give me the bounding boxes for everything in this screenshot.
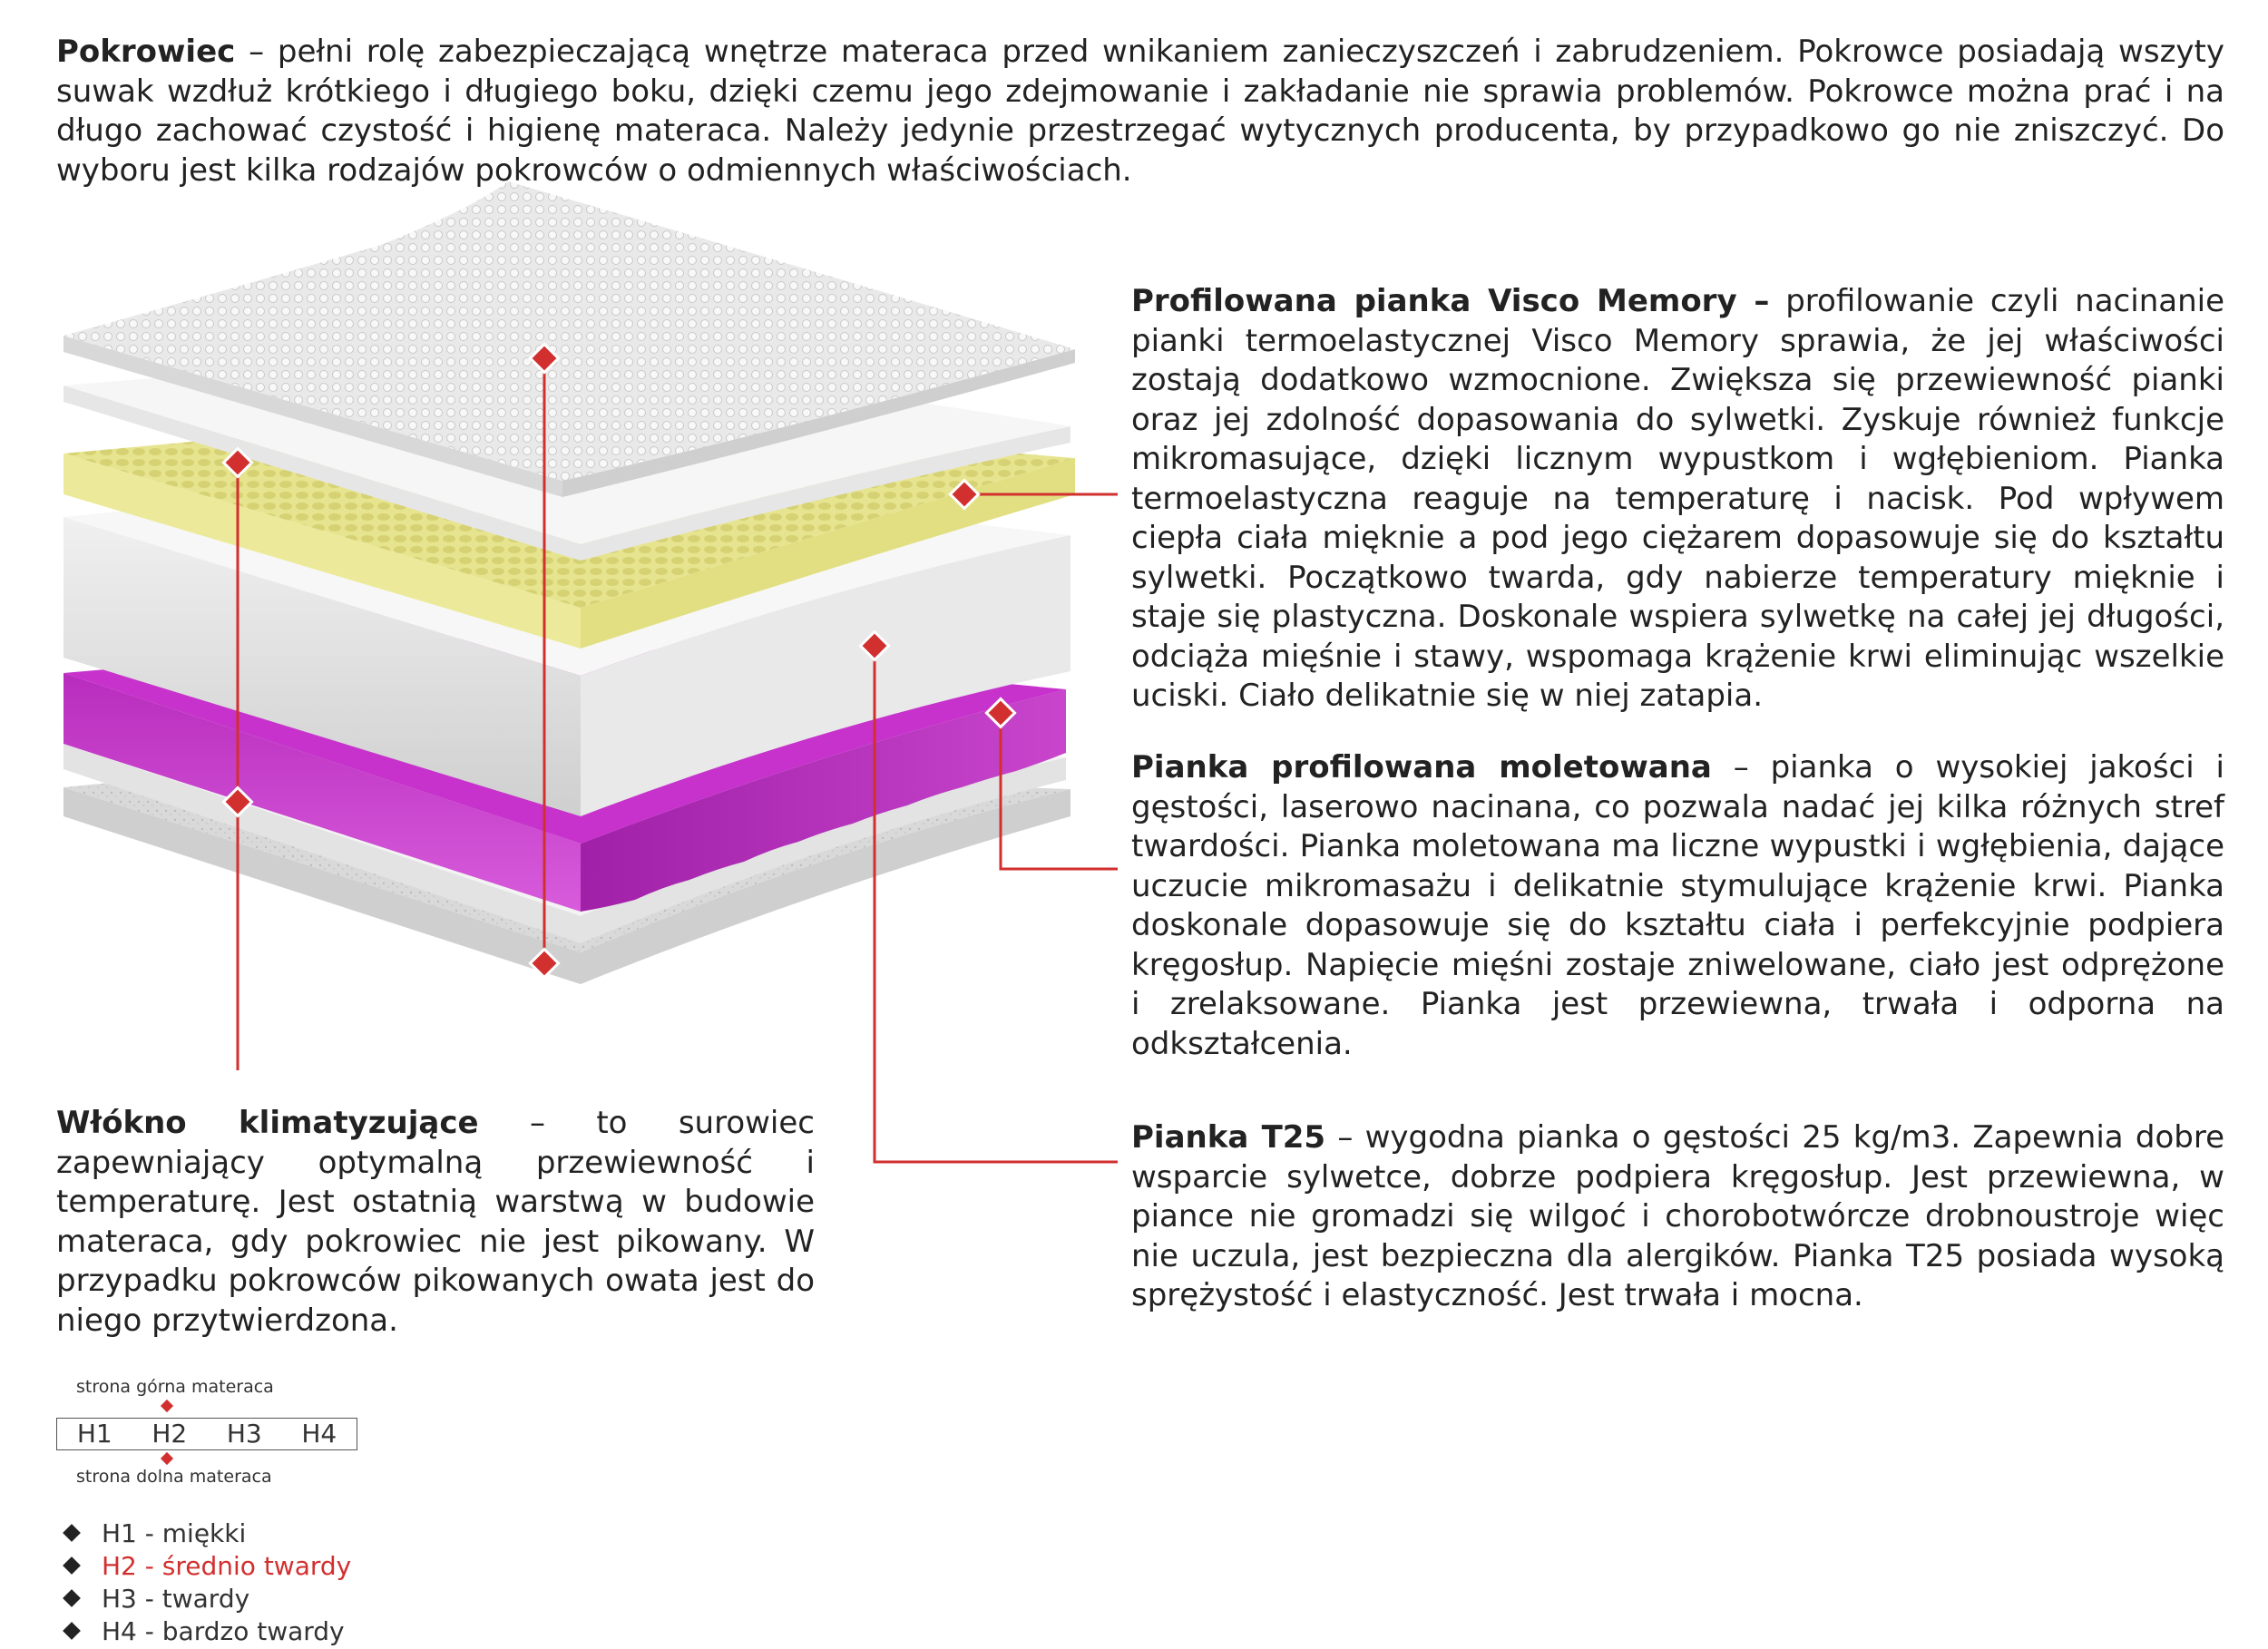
diamond-icon (63, 1589, 81, 1607)
legend-label: H2 - średnio twardy (102, 1550, 352, 1581)
bottom-hardness-marker (161, 1452, 173, 1465)
legend-label: H1 - miękki (102, 1517, 247, 1548)
hardness-level-h1: H1 (76, 1419, 112, 1449)
visco-title: Profilowana pianka Visco Memory – (1131, 283, 1770, 319)
t25-text: – wygodna pianka o gęstości 25 kg/m3. Zapewnia dobre wsparcie sylwetce, dobrze podpiera kręgosłup. Jest przewiewna, w piance nie gromadzi się wilgoć i chorobotwórcze drobnoustroje więc nie uczula, jest bezpieczna dla alergików. Pianka T25 posiada wysoką sprężystość i elastyczność. Jest trwała i mocna. (1131, 1119, 2224, 1313)
diamond-icon (63, 1622, 81, 1640)
moletowana-title: Pianka profilowana moletowana (1131, 749, 1712, 785)
legend-item-h2 (64, 1549, 351, 1582)
fibre-title: Włókno klimatyzujące (56, 1105, 479, 1141)
top-hardness-marker (161, 1400, 173, 1412)
top-side-label: strona górna materaca (76, 1377, 274, 1397)
moletowana-text: – pianka o wysokiej jakości i gęstości, laserowo nacinana, co pozwala nadać jej kilka różnych stref twardości. Pianka moletowana ma liczne wypustki i wgłębienia, dające uczucie mikromasażu i delikatnie stymulujące krążenie krwi. Pianka doskonale dopasowuje się do kształtu ciała i perfekcyjnie podpiera kręgosłup. Napięcie mięśni zostaje zniwelowane, ciało jest odprężone i zrelaksowane. Pianka jest przewiewna, trwała i odporna na odkształcenia. (1131, 749, 2224, 1062)
diamond-icon (63, 1556, 81, 1575)
cover-title: Pokrowiec (56, 34, 236, 70)
legend-item-h4 (64, 1615, 351, 1647)
t25-title: Pianka T25 (1131, 1119, 1326, 1156)
hardness-level-h4: H4 (301, 1419, 337, 1449)
cover-text: – pełni rolę zabezpieczającą wnętrze materaca przed wnikaniem zanieczyszczeń i zabrudzeniem. Pokrowce posiadają wszyty suwak wzdłuż krótkiego i długiego boku, dzięki czemu jego zdejmowanie i zakładanie nie sprawia problemów. Pokrowce można prać i na długo zachować czystość i higienę materaca. Należy jedynie przestrzegać wytycznych producenta, by przypadkowo go nie zniszczyć. Do wyboru jest kilka rodzajów pokrowców o odmiennych właściwościach. (56, 34, 2224, 189)
diamond-icon (63, 1524, 81, 1542)
hardness-level-h3: H3 (226, 1419, 262, 1449)
visco-text: profilowanie czyli nacinanie pianki termoelastycznej Visco Memory sprawia, że jej właściwości zostają dodatkowo wzmocnione. Zwiększa się przewiewność pianki oraz jej zdolność dopasowania do sylwetki. Zyskuje również funkcje mikromasujące, dzięki licznym wypustkom i wgłębieniom. Pianka termoelastyczna reaguje na temperaturę i nacisk. Pod wpływem ciepła ciała mięknie a pod jego ciężarem dopasowuje się do kształtu sylwetki. Początkowo twarda, gdy nabierze temperatury mięknie i staje się plastyczna. Doskonale wspiera sylwetkę na całej jej długości, odciąża mięśnie i stawy, wspomaga krążenie krwi eliminując wszelkie uciski. Ciało delikatnie się w niej zatapia. (1131, 283, 2224, 714)
legend-item-h3 (64, 1582, 351, 1615)
fibre-text: – to surowiec zapewniający optymalną przewiewność i temperaturę. Jest ostatnią warstwą w budowie materaca, gdy pokrowiec nie jest pikowany. W przypadku pokrowców pikowanych owata jest do niego przytwierdzona. (56, 1105, 815, 1339)
bottom-side-label: strona dolna materaca (76, 1467, 272, 1487)
hardness-level-h2: H2 (152, 1419, 188, 1449)
hardness-legend (64, 1517, 351, 1647)
hardness-scale-box (56, 1418, 357, 1450)
legend-item-h1 (64, 1517, 351, 1549)
legend-label: H4 - bardzo twardy (102, 1615, 345, 1646)
legend-label: H3 - twardy (102, 1583, 250, 1614)
